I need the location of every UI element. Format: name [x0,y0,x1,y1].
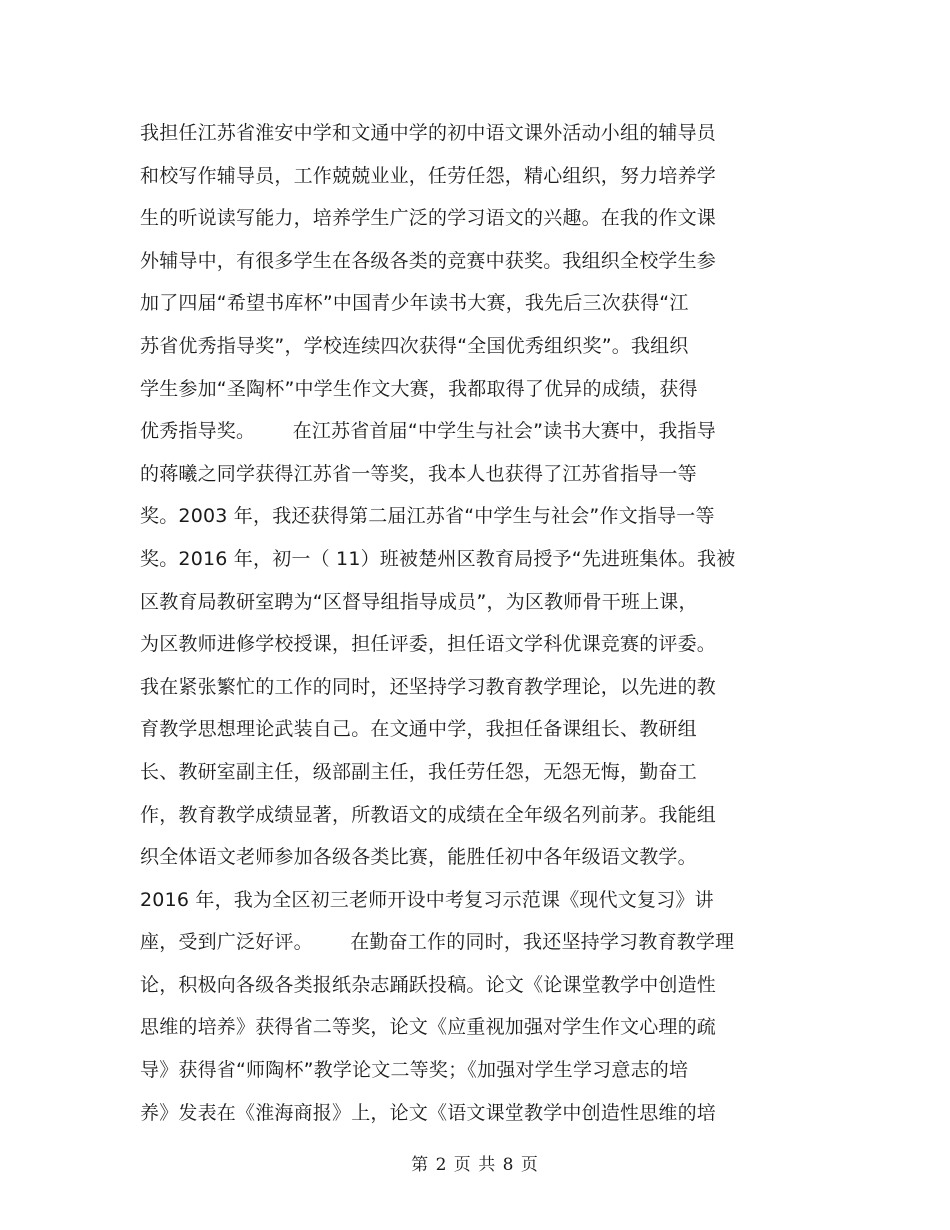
text-line: 导》获得省“师陶杯”教学论文二等奖；《加强对学生学习意志的培 [140,1059,689,1082]
text-line: 座，受到广泛好评。 在勤奋工作的同时，我还坚持学习教育教学理 [140,931,735,954]
text-line: 思维的培养》获得省二等奖，论文《应重视加强对学生作文心理的疏 [140,1016,717,1039]
text-line: 奖。2003 年，我还获得第二届江苏省“中学生与社会”作文指导一等 [140,505,715,528]
text-line: 作，教育教学成绩显著，所教语文的成绩在全年级名列前茅。我能组 [140,803,717,826]
text-line: 区教育局教研室聘为“区督导组指导成员”，为区教师骨干班上课， [140,590,698,613]
text-line: 为区教师进修学校授课，担任评委，担任语文学科优课竞赛的评委。 [140,633,717,656]
page-number-footer: 第 2 页 共 8 页 [411,1155,539,1175]
text-line: 奖。2016 年，初一（ 11）班被楚州区教育局授予“先进班集体。我被 [140,547,736,570]
text-line: 长、教研室副主任，级部副主任，我任劳任怨，无怨无悔，勤奋工 [140,760,697,783]
text-line: 学生参加“圣陶杯”中学生作文大赛，我都取得了优异的成绩，获得 [140,377,698,400]
text-line: 我担任江苏省淮安中学和文通中学的初中语文课外活动小组的辅导员 [140,122,717,144]
text-line: 论，积极向各级各类报纸杂志踊跃投稿。论文《论课堂教学中创造性 [140,973,717,996]
text-line: 外辅导中，有很多学生在各级各类的竞赛中获奖。我组织全校学生参 [140,249,717,272]
text-line: 织全体语文老师参加各级各类比赛，能胜任初中各年级语文教学。 [140,846,697,869]
body-text [140,112,780,1134]
text-line: 生的听说读写能力，培养学生广泛的学习语文的兴趣。在我的作文课 [140,207,717,230]
text-line: 养》发表在《淮海商报》上，论文《语文课堂教学中创造性思维的培 [140,1101,717,1124]
text-line: 我在紧张繁忙的工作的同时，还坚持学习教育教学理论，以先进的教 [140,675,717,698]
text-line: 优秀指导奖。 在江苏省首届“中学生与社会”读书大赛中，我指导 [140,420,716,443]
text-line: 和校写作辅导员，工作兢兢业业，任劳任怨，精心组织，努力培养学 [140,164,717,187]
text-line: 2016 年，我为全区初三老师开设中考复习示范课《现代文复习》讲 [140,888,714,911]
text-line: 育教学思想理论武装自己。在文通中学，我担任备课组长、教研组 [140,718,697,741]
text-line: 加了四届“希望书库杯”中国青少年读书大赛，我先后三次获得“江 [140,292,689,315]
text-line: 的蒋曦之同学获得江苏省一等奖，我本人也获得了江苏省指导一等 [140,462,697,485]
text-line: 苏省优秀指导奖”，学校连续四次获得“全国优秀组织奖”。我组织 [140,334,689,357]
